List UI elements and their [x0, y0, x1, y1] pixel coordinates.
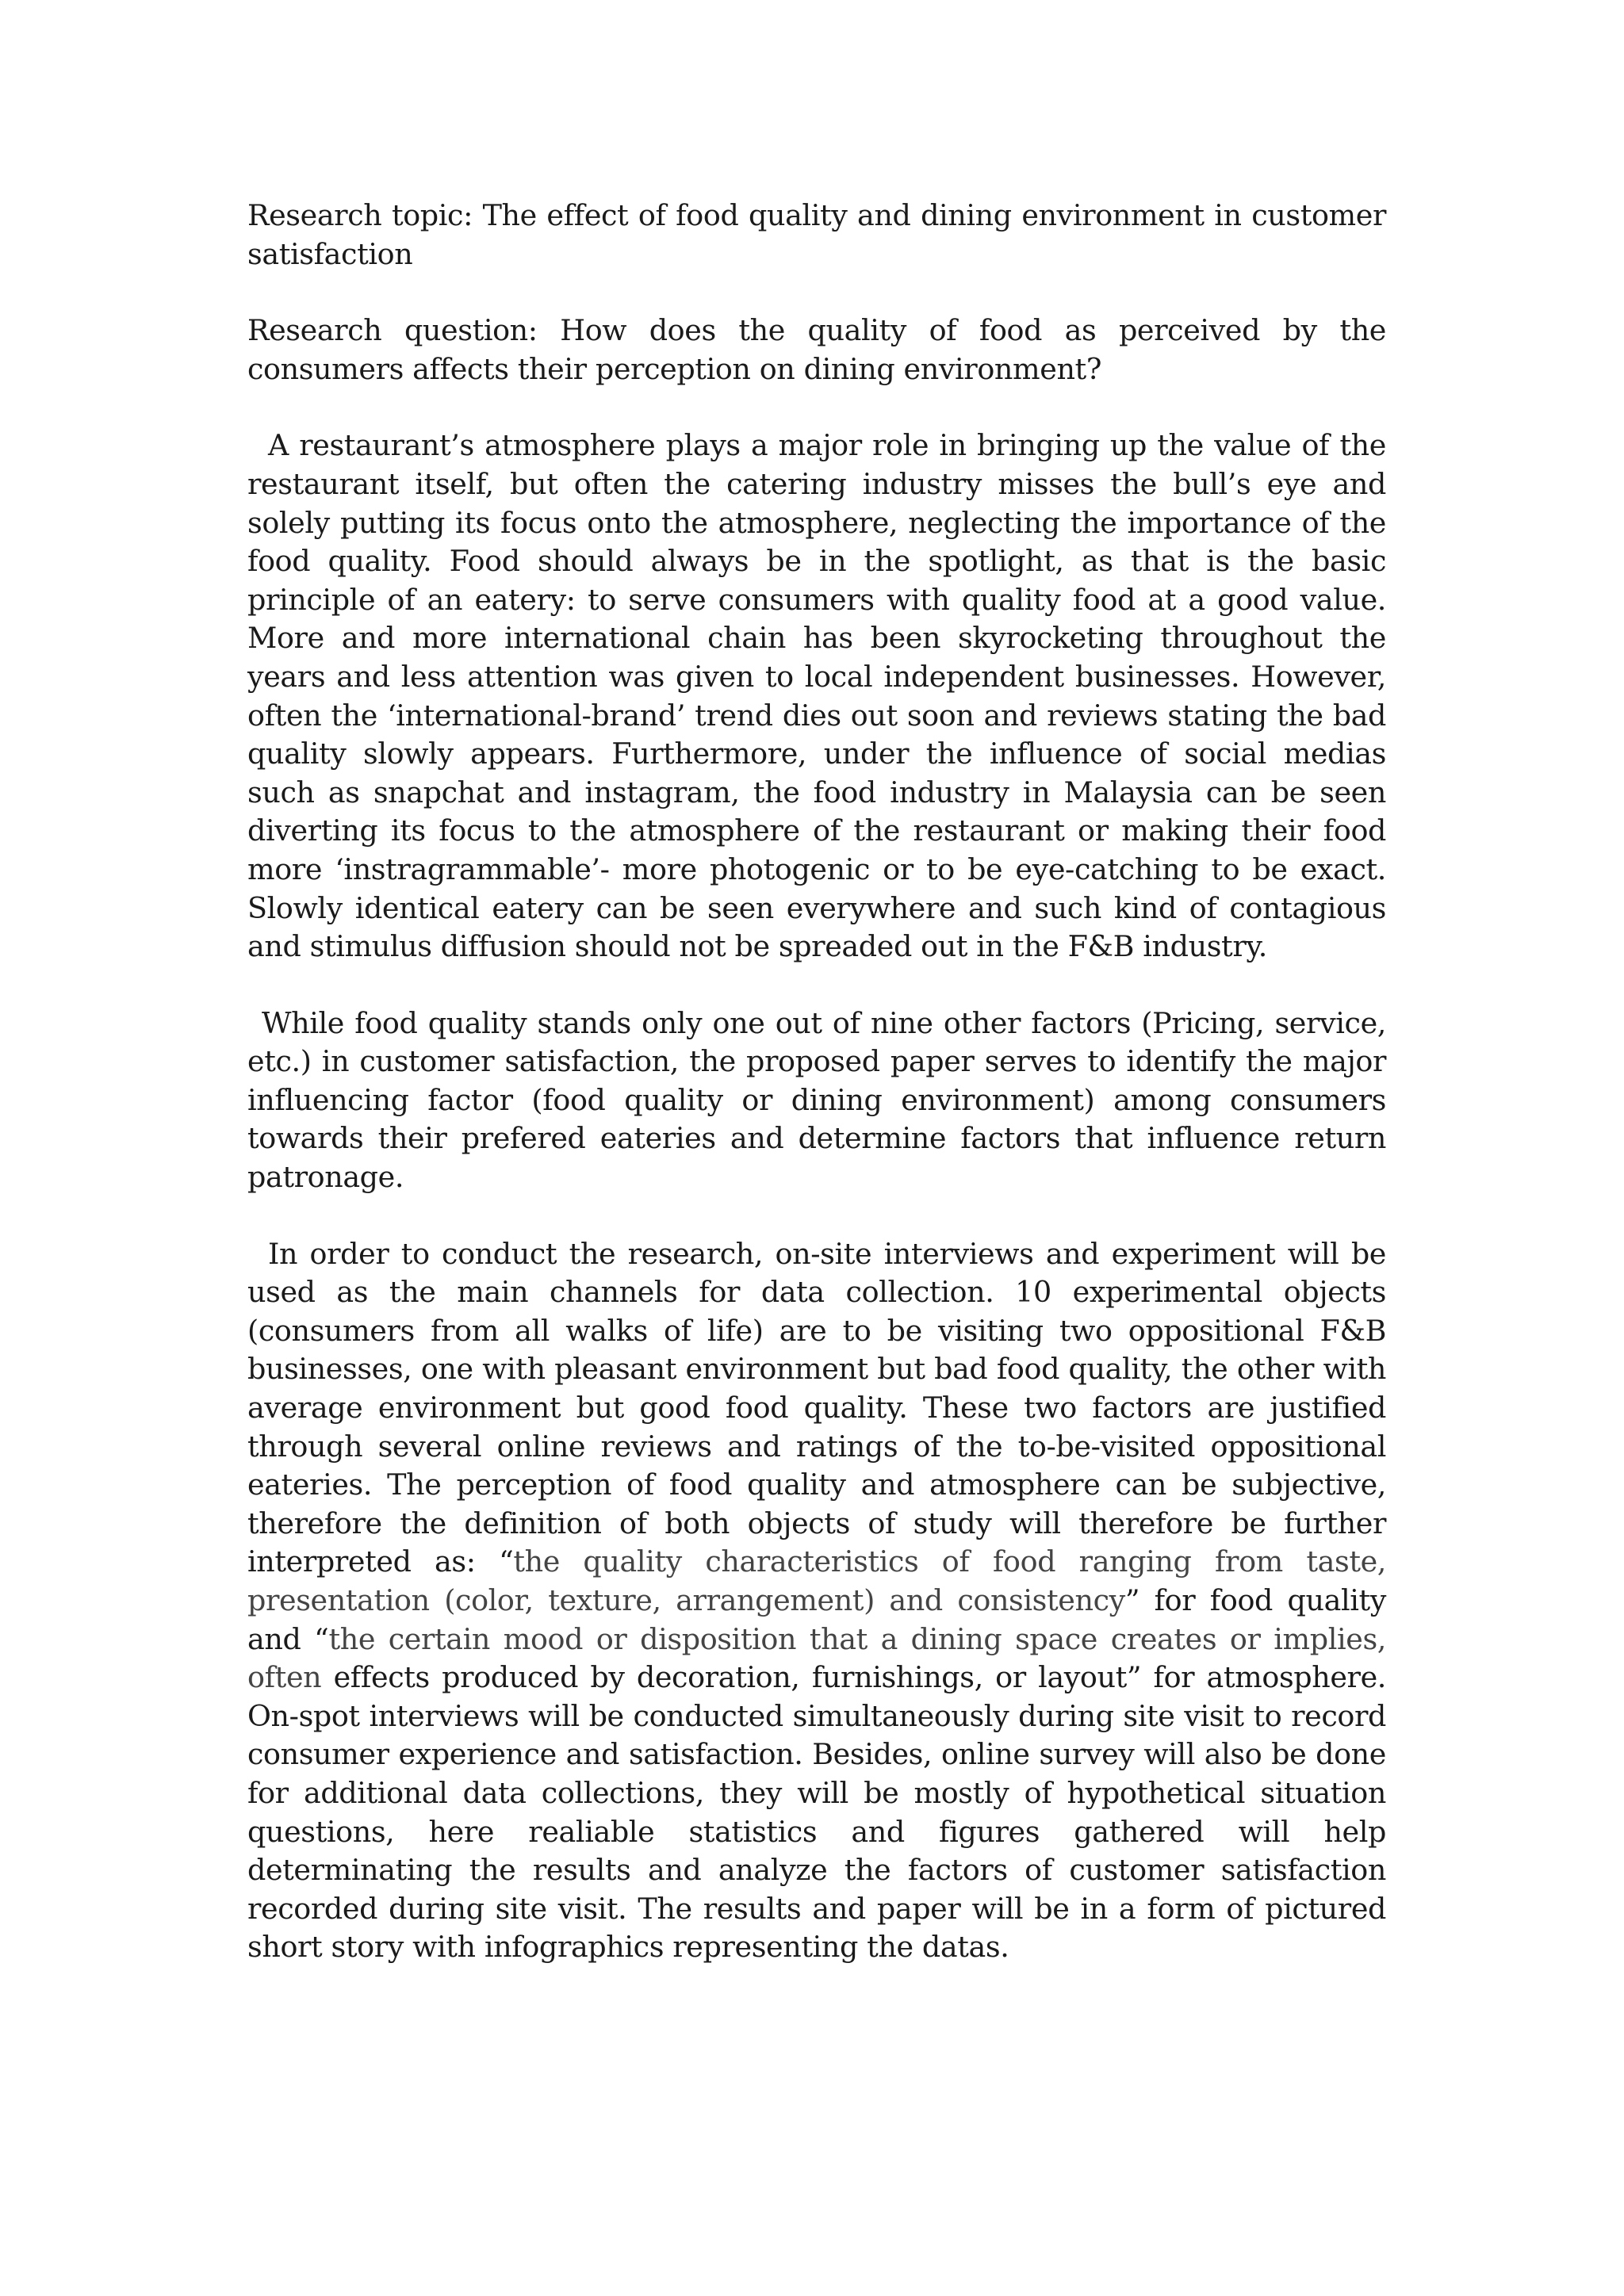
paragraph-food-quality: While food quality stands only one out of nine other factors (Pricing, service, etc.) in customer satisfaction, the proposed paper serves to identify the major influencing factor (food quality or dining environment) among consumers towards their prefered eateries and determine factors that influence return patronage.: [247, 1005, 1386, 1195]
methodology-text-end: effects produced by decoration, furnishings, or layout” for atmosphere. On-spot interviews will be conducted simultaneously during site visit to record consumer experience and satisfaction. Besides, online survey will also be done for additional data collections, they will be mostly of hypothetical situation questions, here realiable statistics and figures gathered will help determinating the results and analyze the factors of customer satisfaction recorded during site visit. The results and paper will be in a form of pictured short story with infographics representing the datas.: [247, 1660, 1386, 1965]
paragraph-methodology: [247, 1235, 1386, 1967]
document-page: [247, 197, 1386, 1967]
food-quality-definition: the quality characteristics of food ranging from taste, presentation (color, texture, arrangement) and consistency: [247, 1544, 1386, 1617]
research-question: Research question: How does the quality of food as perceived by the consumers affects their perception on dining environment?: [247, 313, 1386, 386]
atmosphere-definition: the certain mood or disposition that a dining space creates or implies, often: [247, 1621, 1386, 1695]
methodology-text-start: In order to conduct the research, on-site interviews and experiment will be used as the main channels for data collection. 10 experimental objects (consumers from all walks of life) are to be visiting two oppositional F&B businesses, one with pleasant environment but bad food quality, the other with average environment but good food quality. These two factors are justified through several online reviews and ratings of the to-be-visited oppositional eateries. The perception of food quality and atmosphere can be subjective, therefore the definition of both objects of study will therefore be further interpreted as: “: [247, 1236, 1386, 1579]
research-topic: Research topic: The effect of food quality and dining environment in customer satisfaction: [247, 198, 1386, 271]
paragraph-atmosphere: A restaurant’s atmosphere plays a major role in bringing up the value of the restaurant itself, but often the catering industry misses the bull’s eye and solely putting its focus onto the atmosphere, neglecting the importance of the food quality. Food should always be in the spotlight, as that is the basic principle of an eatery: to serve consumers with quality food at a good value. More and more international chain has been skyrocketing throughout the years and less attention was given to local independent businesses. However, often the ‘international-brand’ trend dies out soon and reviews stating the bad quality slowly appears. Furthermore, under the influence of social medias such as snapchat and instagram, the food industry in Malaysia can be seen diverting its focus to the atmosphere of the restaurant or making their food more ‘instragrammable’- more photogenic or to be eye-catching to be exact. Slowly identical eatery can be seen everywhere and such kind of contagious and stimulus diffusion should not be spreaded out in the F&B industry.: [247, 428, 1386, 964]
methodology-text-mid: ” for food quality and “: [247, 1583, 1386, 1656]
